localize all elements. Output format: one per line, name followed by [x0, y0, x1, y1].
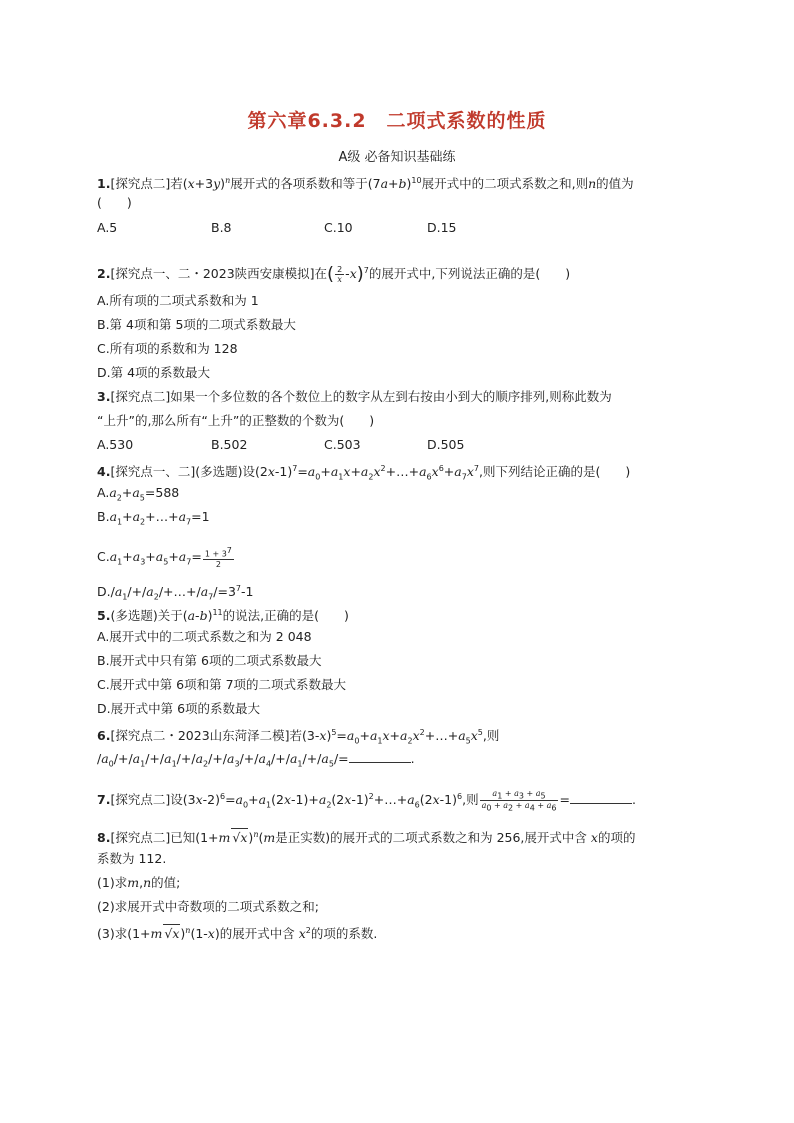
answer-blank[interactable] [570, 791, 632, 804]
question-5-option-b: B.展开式中只有第 6项的二项式系数最大 [97, 653, 322, 668]
section-level-heading: A级 必备知识基础练 [338, 150, 456, 165]
question-3: 3.[探究点二]如果一个多位数的各个数位上的数字从左到右按由小到大的顺序排列,则称此数为 [97, 389, 612, 404]
question-2-option-d: D.第 4项的系数最大 [97, 365, 211, 380]
question-number: 3. [97, 389, 111, 404]
question-5-option-a: A.展开式中的二项式系数之和为 2 048 [97, 629, 312, 644]
question-6-line-2: $/a_0/+/a_1/+/a_1/+/a_2/+/a_3/+/a_4/+/a_1/+/a_5/=$ . [97, 751, 415, 769]
question-8-part-1: (1)求m,n的值; [97, 875, 181, 890]
option-d: D.505 [427, 437, 465, 452]
question-8-part-2: (2)求展开式中奇数项的二项式系数之和; [97, 899, 319, 914]
question-3-line-2: “上升”的,那么所有“上升”的正整数的个数为( ) [97, 413, 375, 428]
question-1: 1.[探究点二]若$(x+3y)^n$展开式的各项系数和等于$(7a+b)^{10}$展开式中的二项式系数之和,则n的值为 [97, 176, 634, 192]
question-2-option-a: A.所有项的二项式系数和为 1 [97, 293, 259, 308]
question-4-option-a: $A.a_2+a_5=588$ [97, 485, 180, 503]
question-number: 6. [97, 728, 111, 744]
question-8-line-2: 系数为 112. [97, 851, 167, 866]
question-number: 7. [97, 792, 111, 808]
option-a: A.5 [97, 220, 118, 235]
question-number: 8. [97, 830, 111, 846]
question-5-option-d: D.展开式中第 6项的系数最大 [97, 701, 261, 716]
question-2-option-c: C.所有项的系数和为 128 [97, 341, 238, 356]
question-2: 2.[探究点一、二・2023陕西安康模拟]在( $\frac{2}{x}$ -x)$^7$的展开式中,下列说法正确的是( ) [97, 263, 571, 285]
question-2-option-b: B.第 4项和第 5项的二项式系数最大 [97, 317, 296, 332]
question-4-option-c: $C.a_1+a_3+a_5+a_7=$ $\frac{1 + 3^7}{2}$ [97, 546, 232, 569]
question-4-option-b: $B.a_1+a_2+\dots+a_7=1$ [97, 509, 210, 527]
question-number: 1. [97, 176, 111, 192]
question-number: 4. [97, 464, 111, 480]
option-b: B.8 [211, 220, 232, 235]
question-8: 8.[探究点二]已知(1+m √x)$^n$(m是正实数)的展开式的二项式系数之和为 256,展开式中含 x的项的 [97, 830, 636, 846]
option-a: A.530 [97, 437, 134, 452]
question-8-part-3: (3)求(1+m √x)$^n$(1-x)的展开式中含 $x^2$的项的系数. [97, 926, 378, 942]
question-4-option-d: $D./a_1/+/a_2/+\dots+/a_7/=3^7-1$ [97, 584, 254, 602]
answer-blank[interactable] [349, 750, 411, 763]
question-4: 4.[探究点一、二](多选题)设$(2x-1)^7=a_0+a_1x+a_2x^2+\dots+a_6x^6+a_7x^7$,则下列结论正确的是( ) [97, 464, 631, 482]
question-5: 5.(多选题)关于$(a-b)^{11}$的说法,正确的是( ) [97, 608, 349, 624]
page-title: 第六章6.3.2 二项式系数的性质 [247, 110, 547, 132]
question-7: 7.[探究点二]设$(3x-2)^6=a_0+a_1(2x-1)+a_2(2x-1)^2+\dots+a_6(2x-1)^6$,则 $\frac{a_1 + a_3 + a_5}{a_0 + a_2 + a_4 + a_6}$ = . [97, 788, 636, 813]
question-1-answer-paren: ( ) [97, 195, 132, 210]
question-6: 6.[探究点二・2023山东菏泽二模]若$(3-x)^5=a_0+a_1x+a_2x^2+\dots+a_5x^5$,则 [97, 728, 500, 746]
question-5-option-c: C.展开式中第 6项和第 7项的二项式系数最大 [97, 677, 347, 692]
option-b: B.502 [211, 437, 248, 452]
option-c: C.503 [324, 437, 361, 452]
option-d: D.15 [427, 220, 457, 235]
option-c: C.10 [324, 220, 353, 235]
question-number: 2. [97, 266, 111, 282]
question-number: 5. [97, 608, 111, 624]
